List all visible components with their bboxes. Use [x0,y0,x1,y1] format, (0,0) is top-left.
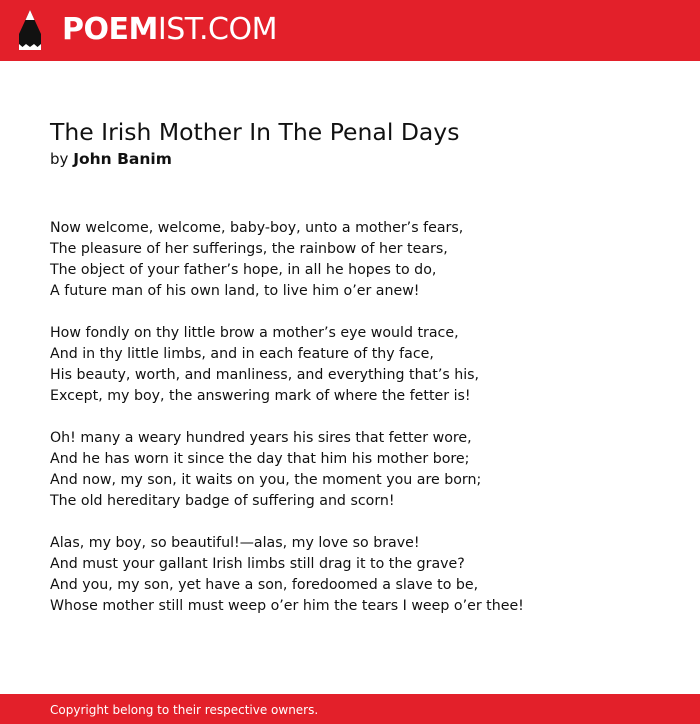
poem-line: The old hereditary badge of suffering and scorn! [50,493,395,509]
poem-line: And he has worn it since the day that him his mother bore; [50,451,470,467]
poem-line: The object of your father’s hope, in all he hopes to do, [50,262,437,278]
poem-line: The pleasure of her sufferings, the rainbow of her tears, [50,241,448,257]
poem-body [50,218,670,638]
stanza [50,323,670,407]
poem-line: Whose mother still must weep o’er him the tears I weep o’er thee! [50,598,524,614]
pencil-icon[interactable] [17,9,43,51]
poem-line: How fondly on thy little brow a mother’s eye would trace, [50,325,459,341]
author-name: John Banim [73,150,172,168]
poem-line: His beauty, worth, and manliness, and everything that’s his, [50,367,480,383]
poem-line: And must your gallant Irish limbs still drag it to the grave? [50,556,465,572]
poem-title: The Irish Mother In The Penal Days [50,118,460,146]
stanza [50,428,670,512]
site-header [0,0,700,61]
copyright-notice: Copyright belong to their respective owners. [50,703,319,717]
stanza [50,218,670,302]
poem-line: A future man of his own land, to live him o’er anew! [50,283,420,299]
poem-line: And you, my son, yet have a son, foredoomed a slave to be, [50,577,479,593]
byline [50,148,172,170]
byline-prefix: by [50,150,69,168]
site-footer [0,694,700,724]
poem-line: And now, my son, it waits on you, the moment you are born; [50,472,482,488]
poem-line: And in thy little limbs, and in each feature of thy face, [50,346,434,362]
poem-line: Except, my boy, the answering mark of where the fetter is! [50,388,471,404]
brand-light-text: IST.COM [157,12,277,47]
brand-strong-text: POEM [62,12,158,47]
poem-line: Now welcome, welcome, baby-boy, unto a mother’s fears, [50,220,464,236]
poem-line: Oh! many a weary hundred years his sires that fetter wore, [50,430,472,446]
poem-line: Alas, my boy, so beautiful!—alas, my love so brave! [50,535,420,551]
site-logo-link[interactable] [62,11,277,49]
stanza [50,533,670,617]
